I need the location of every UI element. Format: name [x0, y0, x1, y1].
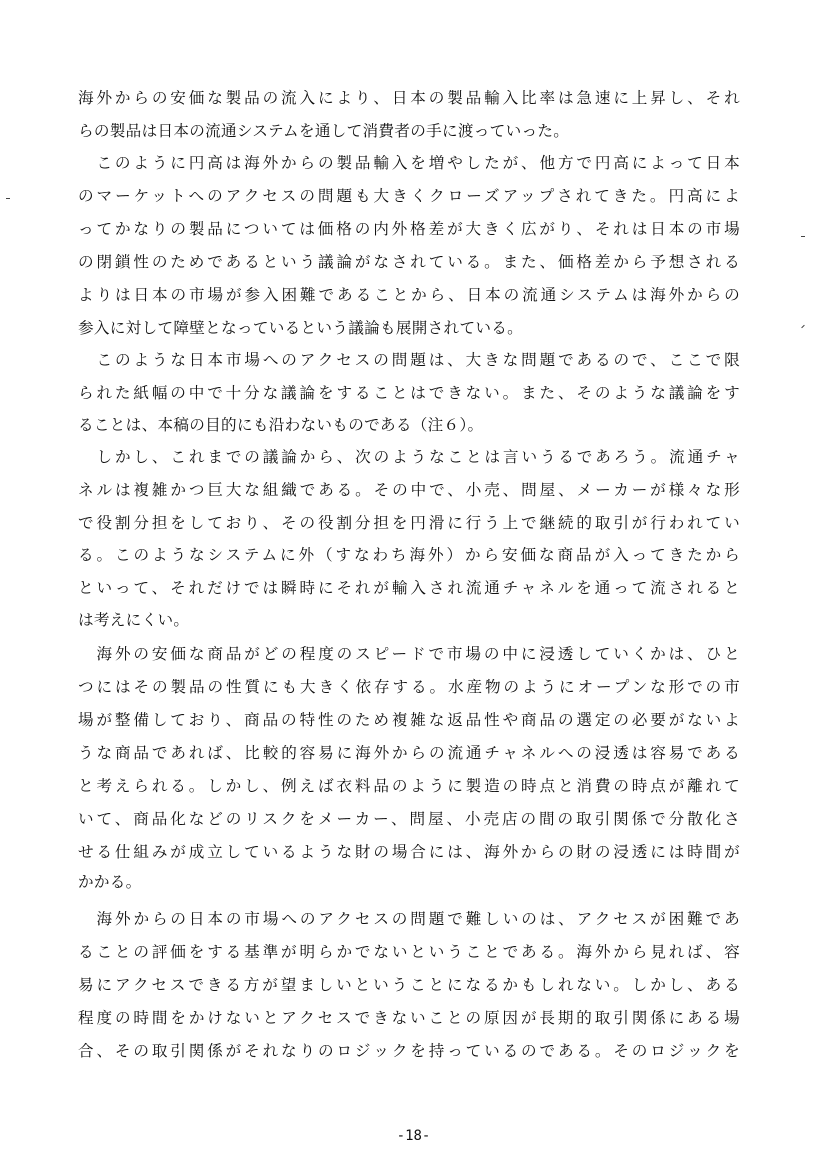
text-line: このような日本市場へのアクセスの問題は、大きな問題であるので、ここで限: [78, 351, 740, 369]
scan-speck: [801, 325, 805, 329]
text-line: ネルは複雑かつ巨大な組織である。その中で、小売、問屋、メーカーが様々な形: [78, 481, 740, 499]
text-line: このように円高は海外からの製品輸入を増やしたが、他方で円高によって日本: [78, 154, 740, 172]
text-line: いて、商品化などのリスクをメーカー、問屋、小売店の間の取引関係で分散化さ: [78, 810, 740, 828]
scan-speck: [801, 236, 805, 237]
page-number: -18-: [396, 1128, 431, 1144]
text-line: よりは日本の市場が参入困難であることから、日本の流通システムは海外からの: [78, 286, 740, 304]
text-line: つにはその製品の性質にも大きく依存する。水産物のようにオープンな形での市: [78, 678, 740, 696]
text-line: のマーケットへのアクセスの問題も大きくクローズアップされてきた。円高によ: [78, 187, 740, 205]
text-line: ることの評価をする基準が明らかでないということである。海外から見れば、容: [78, 943, 740, 961]
text-line: しかし、これまでの議論から、次のようなことは言いうるであろう。流通チャ: [78, 448, 740, 466]
text-line: 場が整備しており、商品の特性のため複雑な返品性や商品の選定の必要がないよ: [78, 711, 740, 729]
text-line: の閉鎖性のためであるという議論がなされている。また、価格差から予想される: [78, 253, 740, 271]
text-line: 海外からの安価な製品の流入により、日本の製品輸入比率は急速に上昇し、それ: [78, 89, 740, 107]
text-line: せる仕組みが成立しているような財の場合には、海外からの財の浸透には時間が: [78, 843, 740, 861]
text-line: 程度の時間をかけないとアクセスできないことの原因が長期的取引関係にある場: [78, 1009, 740, 1027]
text-line: 易にアクセスできる方が望ましいということになるかもしれない。しかし、ある: [78, 976, 740, 994]
text-line: といって、それだけでは瞬時にそれが輸入され流通チャネルを通って流されると: [78, 579, 740, 597]
text-line: 参入に対して障壁となっているという議論も展開されている。: [78, 319, 524, 337]
text-line: は考えにくい。: [78, 611, 190, 629]
text-line: 合、その取引関係がそれなりのロジックを持っているのである。そのロジックを: [78, 1042, 740, 1060]
text-line: と考えられる。しかし、例えば衣料品のように製造の時点と消費の時点が離れて: [78, 777, 740, 795]
text-line: ることは、本稿の目的にも沿わないものである（注６）。: [78, 416, 484, 434]
scan-speck: [6, 198, 10, 199]
text-line: で役割分担をしており、その役割分担を円滑に行う上で継続的取引が行われてい: [78, 514, 740, 532]
text-line: 海外からの日本の市場へのアクセスの問題で難しいのは、アクセスが困難であ: [78, 910, 740, 928]
text-line: られた紙幅の中で十分な議論をすることはできない。また、そのような議論をす: [78, 384, 740, 402]
text-line: ってかなりの製品については価格の内外格差が大きく広がり、それは日本の市場: [78, 220, 740, 238]
text-line: うな商品であれば、比較的容易に海外からの流通チャネルへの浸透は容易である: [78, 744, 740, 762]
text-line: らの製品は日本の流通システムを通して消費者の手に渡っていった。: [78, 122, 570, 140]
text-line: る。このようなシステムに外（すなわち海外）から安価な商品が入ってきたから: [78, 546, 740, 564]
text-line: 海外の安価な商品がどの程度のスピードで市場の中に浸透していくかは、ひと: [78, 645, 740, 663]
text-line: かかる。: [78, 873, 142, 891]
